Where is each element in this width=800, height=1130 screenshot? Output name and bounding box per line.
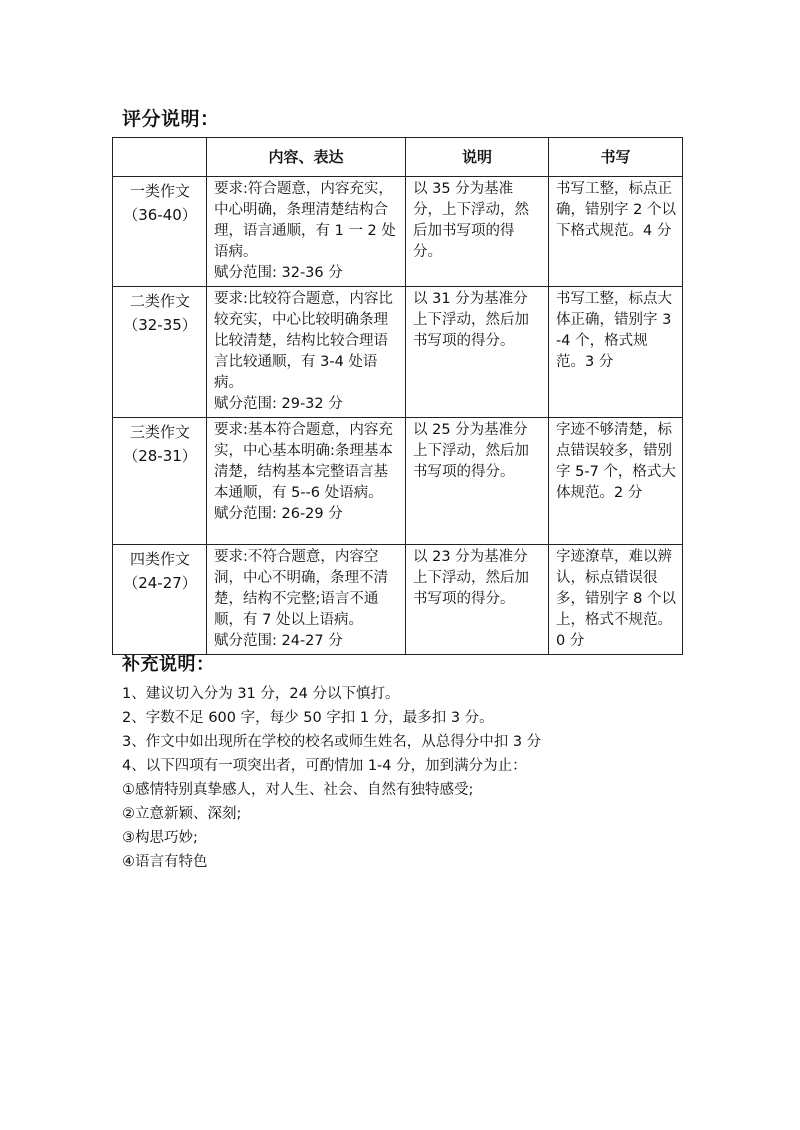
category-name: 一类作文: [129, 182, 190, 200]
content-score-range: 赋分范围: 29-32 分: [214, 396, 343, 412]
header-content: 内容、表达: [207, 138, 406, 177]
category-cell: [113, 177, 207, 287]
content-requirement: 要求:基本符合题意，内容充实，中心基本明确:条理基本清楚，结构基本完整语言基本通顺，有 5--6 处语病。: [214, 422, 393, 501]
scoring-table: [112, 137, 683, 655]
category-range: （32-35）: [123, 316, 197, 334]
explanation-cell: 以 25 分为基准分上下浮动，然后加书写项的得分。: [406, 418, 549, 545]
content-requirement: 要求:比较符合题意，内容比较充实，中心比较明确条理比较清楚，结构比较合理语言比较通顺，有 3-4 处语病。: [214, 291, 393, 391]
writing-cell: 字迹潦草，难以辨认，标点错误很多，错别字 8 个以上，格式不规范。0 分: [549, 545, 683, 655]
content-score-range: 赋分范围: 26-29 分: [214, 506, 343, 522]
supplement-title: 补充说明：: [122, 654, 215, 675]
supplement-item: 2、字数不足 600 字，每少 50 字扣 1 分，最多扣 3 分。: [122, 710, 494, 726]
category-range: （24-27）: [123, 574, 197, 592]
supplement-subitem: ①感情特别真挚感人，对人生、社会、自然有独特感受;: [122, 782, 474, 798]
content-score-range: 赋分范围: 32-36 分: [214, 265, 343, 281]
content-requirement: 要求:符合题意，内容充实，中心明确，条理清楚结构合理，语言通顺，有 1 一 2 处语病。: [214, 181, 396, 260]
content-cell: [207, 287, 406, 418]
supplement-subitem: ③构思巧妙;: [122, 830, 198, 846]
supplement-subitem: ②立意新颖、深刻;: [122, 806, 242, 822]
explanation-cell: 以 35 分为基准分，上下浮动，然后加书写项的得分。: [406, 177, 549, 287]
supplement-item: 4、以下四项有一项突出者，可酌情加 1-4 分，加到满分为止：: [122, 758, 527, 774]
page-title: 评分说明：: [122, 108, 220, 130]
table-header-row: [113, 138, 683, 177]
category-cell: [113, 287, 207, 418]
content-cell: [207, 418, 406, 545]
explanation-cell: 以 31 分为基准分上下浮动，然后加书写项的得分。: [406, 287, 549, 418]
writing-cell: 字迹不够清楚，标点错误较多，错别字 5-7 个，格式大体规范。2 分: [549, 418, 683, 545]
table-row: [113, 418, 683, 545]
writing-cell: 书写工整，标点正确，错别字 2 个以下格式规范。4 分: [549, 177, 683, 287]
table-row: [113, 177, 683, 287]
table-row: [113, 545, 683, 655]
category-cell: [113, 545, 207, 655]
supplement-item: 3、作文中如出现所在学校的校名或师生姓名，从总得分中扣 3 分: [122, 734, 542, 750]
category-cell: [113, 418, 207, 545]
supplement-item: 1、建议切入分为 31 分，24 分以下慎打。: [122, 686, 400, 702]
supplement-section: [122, 650, 722, 874]
explanation-cell: 以 23 分为基准分上下浮动，然后加书写项的得分。: [406, 545, 549, 655]
writing-cell: 书写工整，标点大体正确，错别字 3-4 个，格式规范。3 分: [549, 287, 683, 418]
content-cell: [207, 177, 406, 287]
header-writing: 书写: [549, 138, 683, 177]
content-requirement: 要求:不符合题意，内容空洞，中心不明确，条理不清楚，结构不完整;语言不通顺，有 7 处以上语病。: [214, 549, 388, 628]
category-range: （28-31）: [123, 447, 197, 465]
table-row: [113, 287, 683, 418]
category-range: （36-40）: [123, 206, 197, 224]
category-name: 四类作文: [129, 550, 190, 568]
category-name: 二类作文: [129, 292, 190, 310]
content-cell: [207, 545, 406, 655]
category-name: 三类作文: [129, 423, 190, 441]
header-explanation: 说明: [406, 138, 549, 177]
header-category: [113, 138, 207, 177]
supplement-subitem: ④语言有特色: [122, 854, 208, 870]
content-score-range: 赋分范围: 24-27 分: [214, 633, 343, 649]
